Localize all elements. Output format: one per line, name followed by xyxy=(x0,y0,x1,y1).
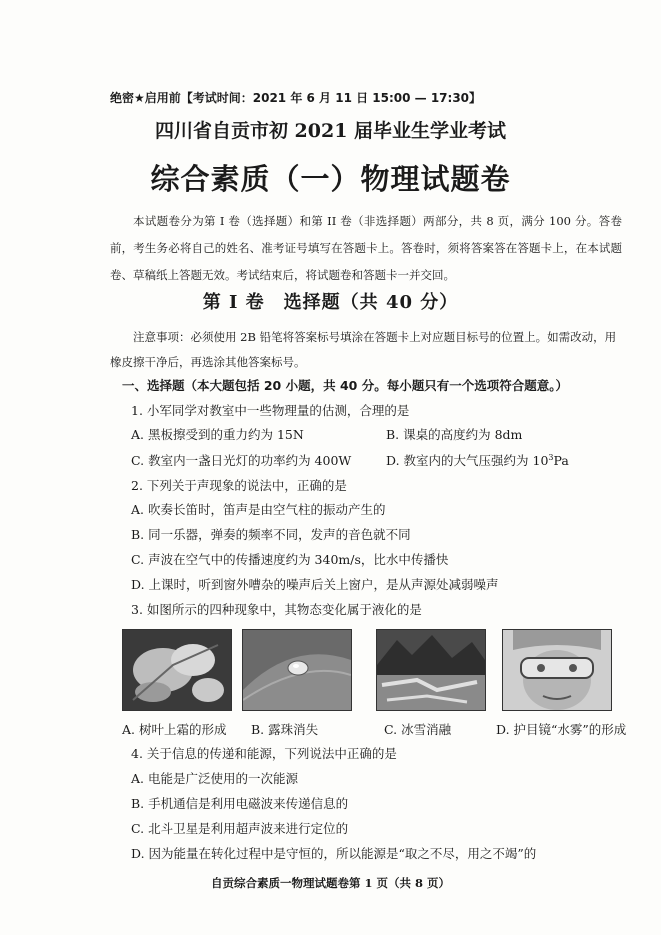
q2-option-b: B. 同一乐器，弹奏的频率不同，发声的音色就不同 xyxy=(131,527,411,542)
dewdrop-photo xyxy=(242,629,352,711)
q3-stem: 3. 如图所示的四种现象中，其物态变化属于液化的是 xyxy=(131,602,422,617)
frost-leaf-photo xyxy=(122,629,232,711)
q1-option-d xyxy=(386,451,569,469)
q3-option-d: D. 护目镜“水雾”的形成 xyxy=(496,722,627,737)
part-title: 一、选择题（本大题包括 20 小题，共 40 分。每小题只有一个选项符合题意。） xyxy=(122,378,568,393)
q2-option-d: D. 上课时，听到窗外嘈杂的噪声后关上窗户，是从声源处减弱噪声 xyxy=(131,577,499,592)
q4-option-b: B. 手机通信是利用电磁波来传递信息的 xyxy=(131,796,349,811)
q1-option-c: C. 教室内一盏日光灯的功率约为 400W xyxy=(131,453,352,468)
melting-snow-photo xyxy=(376,629,486,711)
q1-option-a: A. 黑板擦受到的重力约为 15N xyxy=(131,427,304,442)
q4-option-a: A. 电能是广泛使用的一次能源 xyxy=(131,771,298,786)
q2-option-a: A. 吹奏长笛时，笛声是由空气柱的振动产生的 xyxy=(131,502,386,517)
goggles-fog-photo xyxy=(502,629,612,711)
notice-paragraph: 注意事项：必须使用 2B 铅笔将答案标号填涂在答题卡上对应题目标号的位置上。如需改动，用橡皮擦干净后，再选涂其他答案标号。 xyxy=(110,330,617,369)
exam-title: 四川省自贡市初 2021 届毕业生学业考试 xyxy=(154,120,507,142)
secret-line: 绝密★启用前【考试时间：2021 年 6 月 11 日 15:00 — 17:30】 xyxy=(110,91,482,105)
q1-option-d-text: D. 教室内的大气压强约为 10 xyxy=(386,453,549,468)
q3-option-b: B. 露珠消失 xyxy=(251,722,319,737)
q3-option-a: A. 树叶上霜的形成 xyxy=(122,722,227,737)
q4-option-d: D. 因为能量在转化过程中是守恒的，所以能源是“取之不尽，用之不竭”的 xyxy=(131,846,537,861)
section-title: 第 I 卷 选择题（共 40 分） xyxy=(202,292,459,313)
q1-stem: 1. 小军同学对教室中一些物理量的估测，合理的是 xyxy=(131,403,410,418)
q2-option-c: C. 声波在空气中的传播速度约为 340m/s，比水中传播快 xyxy=(131,552,449,567)
q1-option-d-exponent: 3 xyxy=(548,452,554,462)
intro-paragraph: 本试题卷分为第 I 卷（选择题）和第 II 卷（非选择题）两部分，共 8 页，满分 100 分。答卷前，考生务必将自己的姓名、准考证号填写在答题卡上。答卷时，须将答案答在答题卡上，在本试题卷、草稿纸上答题无效。考试结束后，将试题卷和答题卡一并交回。 xyxy=(110,214,622,282)
page-footer: 自贡综合素质一物理试题卷第 1 页（共 8 页） xyxy=(210,876,451,890)
q1-option-b: B. 课桌的高度约为 8dm xyxy=(386,427,523,442)
q2-stem: 2. 下列关于声现象的说法中，正确的是 xyxy=(131,478,347,493)
q4-option-c: C. 北斗卫星是利用超声波来进行定位的 xyxy=(131,821,349,836)
q4-stem: 4. 关于信息的传递和能源，下列说法中正确的是 xyxy=(131,746,397,761)
paper-title: 综合素质（一）物理试题卷 xyxy=(150,162,511,196)
q3-option-c: C. 冰雪消融 xyxy=(384,722,452,737)
q1-option-d-unit: Pa xyxy=(553,453,569,468)
